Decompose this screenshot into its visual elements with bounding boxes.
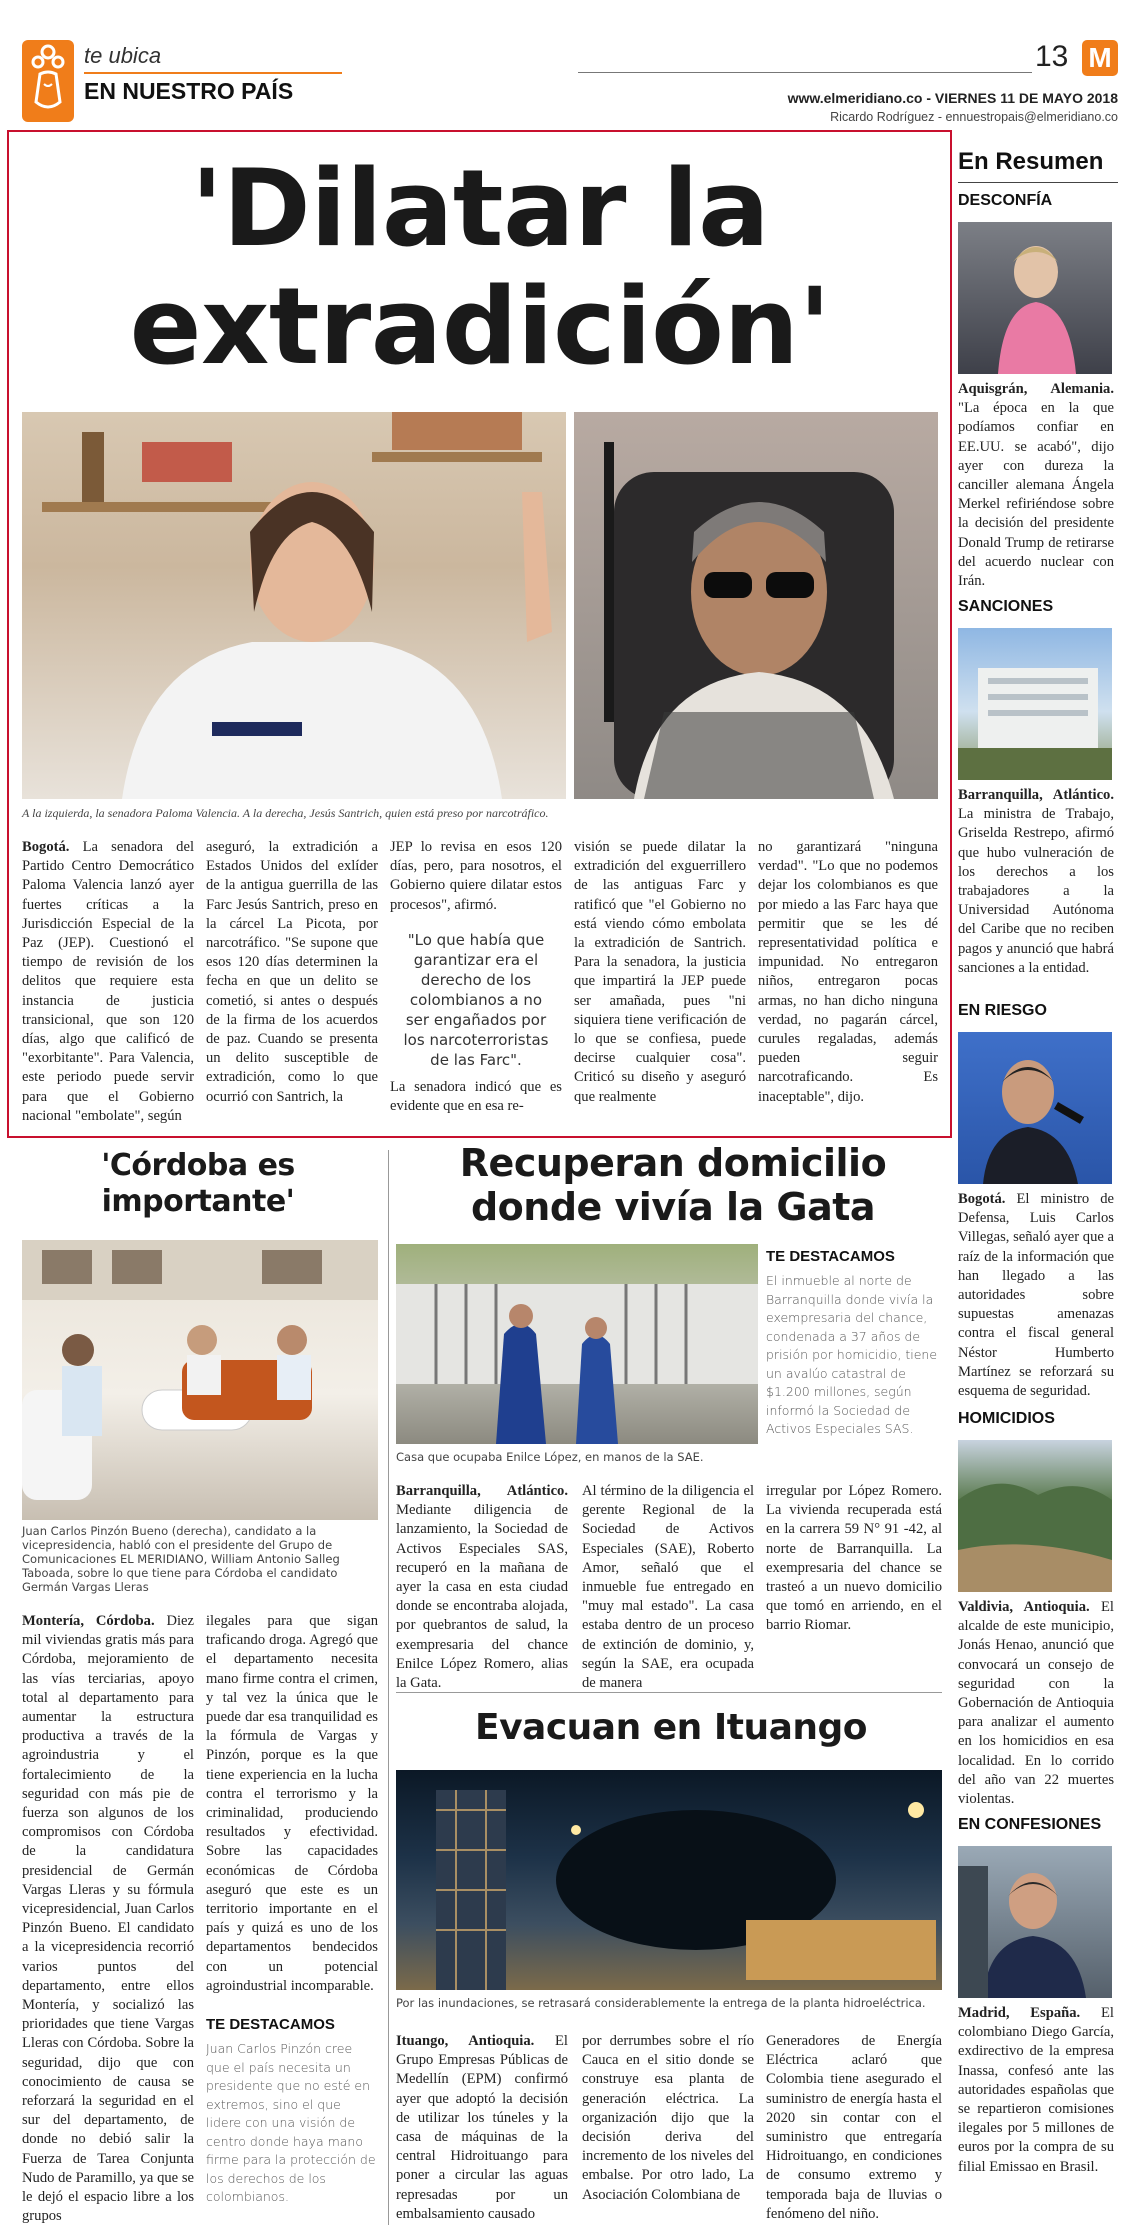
- sidebar-title: En Resumen: [958, 148, 1104, 175]
- date-line: www.elmeridiano.co - VIERNES 11 DE MAYO 2018: [787, 90, 1118, 106]
- main-photo-caption: A la izquierda, la senadora Paloma Valencia. A la derecha, Jesús Santrich, quien está preso por narcotráfico.: [22, 806, 549, 820]
- sidebar-lead-2: Barranquilla, Atlántico.: [958, 787, 1114, 803]
- cordoba-col-1-text: Montería, Córdoba. Diez mil viviendas gratis más para Córdoba, mejoramiento de las vías terciarias, apoyo total al departamento para aumentar la estructura productiva a través de la agroindustria y el fortalecimiento de la seguridad con más pie de fuerza son algunos de los compromisos con Córdoba de la candidatura presidencial de Germán Vargas Lleras y su fórmula vicepresidencial, Juan Carlos Pinzón Bueno. El candidato a la vicepresidencia recorrió varios puntos del departamento, entre ellos Montería, y socializó las prioridades que tiene Vargas Lleras con Córdoba. Sobre la seguridad, dijo que con conocimiento de causa se reforzará la seguridad en el sur del departamento, de donde no debió salir la Fuerza de Tarea Conjunta Nudo de Paramillo, ya que se le dejó el espacio libre a los grupos: [22, 1613, 194, 2225]
- main-col-3-bottom-text: La senadora indicó que es evidente que en esa re-: [390, 1079, 562, 1115]
- ituango-col-3-text: Generadores de Energía Eléctrica aclaró que Colombia tiene asegurado el suministro de energía hasta el 2020 sin contar con el suministro que entregaría Hidroituango, en condiciones de consumo extremo y temporada baja de lluvias o fenómeno del niño.: [766, 2033, 942, 2222]
- sidebar-text-4: [958, 1598, 1114, 1809]
- sidebar-lead-3: Bogotá.: [958, 1191, 1006, 1207]
- sidebar-body-3: El ministro de Defensa, Luis Carlos Villegas, señaló ayer que a raíz de la información que han llegado a las autoridades sobre supuestas amenazas contra el fiscal general Néstor Humberto Martínez se reforzará su esquema de seguridad.: [958, 1191, 1114, 1400]
- sidebar-text-5: [958, 2004, 1114, 2177]
- sidebar-photo-merkel: [958, 222, 1112, 374]
- sidebar-text-1: [958, 380, 1114, 591]
- photo-gata-house: [396, 1244, 758, 1444]
- cordoba-col-2-text: ilegales para que sigan traficando droga. Agregó que el departamento necesita mano firme contra el crimen, y tal vez la única que le puede dar esa tranquilidad es la fórmula de Vargas y Pinzón, porque es la que tiene experiencia en la lucha contra el terrorismo y la criminalidad, produciendo resultados y efectividad. Sobre las capacidades económicas de Córdoba aseguró que este es un territorio importante en el país y quizá es uno de los departamentos bendecidos con un potencial agroindustrial incomparable.: [206, 1613, 378, 1994]
- dateline-lead: Montería, Córdoba.: [22, 1613, 155, 1629]
- dateline-lead: Bogotá.: [22, 839, 70, 855]
- sidebar-text-2: [958, 786, 1114, 978]
- main-col-2-text: aseguró, la extradición a Estados Unidos del exlíder de la antigua guerrilla de las Farc Jesús Santrich, preso en la cárcel La Picota, por narcotráfico. "Se supone que esos 120 días determinen la fecha en que un delito se cometió, si antes o después de la firma de los acuerdos de paz. Cuando se presenta un delito susceptible de extradición, como lo que ocurrió con Santrich, la: [206, 839, 378, 1105]
- main-col-4-text: visión se puede dilatar la extradición del exguerrillero de las antiguas Farc y ratificó que "el Gobierno no está viendo cómo embolata la extradición de Santrich. Para la senadora, la justicia que impartirá la JEP puede ser amañada, pues "ni siquiera tiene verificación de lo que se confiesa, puede decirse cualquier cosa". Criticó su diseño y aseguró que realmente: [574, 839, 746, 1105]
- gata-destacamos-text: El inmueble al norte de Barranquilla donde vivía la exempresaria del chance, condenada a 37 años de prisión por homicidio, tiene un avalúo catastral de $1.200 millones, según informó la Sociedad de Activos Especiales SAS.: [766, 1273, 938, 1436]
- main-col-2: [206, 838, 378, 1134]
- sidebar-text-3: [958, 1190, 1114, 1401]
- ituango-caption: Por las inundaciones, se retrasará considerablemente la entrega de la planta hidroeléctrica.: [396, 1996, 926, 2010]
- pull-quote: "Lo que había que garantizar era el derecho de los colombianos a no ser engañados por los narcoterroristas de las Farc".: [403, 931, 549, 1069]
- gata-destacamos-head: TE DESTACAMOS: [766, 1248, 895, 1265]
- gata-col-2: [582, 1482, 754, 1692]
- logo: M: [1082, 40, 1118, 76]
- sidebar-lead-4: Valdivia, Antioquia.: [958, 1599, 1090, 1615]
- section-underline: [84, 72, 342, 74]
- sidebar-head-1: DESCONFÍA: [958, 192, 1053, 209]
- gata-col-1: [396, 1482, 568, 1692]
- gata-headline-line1: Recuperan domicilio: [459, 1141, 887, 1185]
- cordoba-caption: Juan Carlos Pinzón Bueno (derecha), candidato a la vicepresidencia, habló con el presidente del Grupo de Comunicaciones EL MERIDIANO, William Antonio Salleg Taboada, sobre lo que tiene para Córdoba el candidato Germán Vargas Lleras: [22, 1524, 340, 1594]
- dateline-lead: Barranquilla, Atlántico.: [396, 1483, 568, 1499]
- ituango-col-2-text: por derrumbes sobre el río Cauca en el sitio donde se construye esa planta de generación eléctrica. La organización dijo que la decisión deriva del incremento de los niveles del embalse. Por otro lado, La Asociación Colombiana de: [582, 2033, 754, 2203]
- cordoba-col-1: [22, 1612, 194, 2224]
- gata-col-3: [766, 1482, 942, 1660]
- sidebar-lead-1: Aquisgrán, Alemania.: [958, 381, 1114, 397]
- cordoba-destacamos-text: Juan Carlos Pinzón cree que el país necesita un presidente que no esté en extremos, sino el que lidere con una visión de centro donde haya mano firme para la protección de los derechos de los colombianos.: [206, 2041, 376, 2204]
- sidebar-photo-university: [958, 628, 1112, 780]
- cordoba-headline-line2: importante': [101, 1184, 295, 1219]
- ituango-col-2: [582, 2032, 754, 2225]
- gata-caption: Casa que ocupaba Enilce López, en manos de la SAE.: [396, 1450, 704, 1464]
- sidebar-lead-5: Madrid, España.: [958, 2005, 1081, 2021]
- main-col-5: [758, 838, 938, 1134]
- main-col-4: [574, 838, 746, 1134]
- gata-col-3-text: irregular por López Romero. La vivienda recuperada está en la carrera 59 N° 91 -42, al norte de Barranquilla. La exempresaria del chance se trasteó a un nuevo domicilio que tomó en arriendo, en el barrio Riomar.: [766, 1483, 942, 1634]
- author-line: Ricardo Rodríguez - ennuestropais@elmeridiano.co: [830, 110, 1118, 124]
- main-col-5-text: no garantizará "ninguna verdad". "Lo que no podemos dejar los colombianos es que por miedo a las Farc haya que permitir que se les dé representatividad política e impunidad. No entregaron niños, entregaron pocas armas, no han dicho ninguna verdad, no pagarán cárcel, curules regaladas, además pueden seguir narcotraficando. Es inaceptable", dijo.: [758, 839, 938, 1105]
- sidebar-photo-madrid: [958, 1846, 1112, 1998]
- ituango-col-1: [396, 2032, 568, 2225]
- sidebar-photo-valdivia: [958, 1440, 1112, 1592]
- cordoba-destacamos-head: TE DESTACAMOS: [206, 2016, 335, 2033]
- section-big-title: EN NUESTRO PAÍS: [84, 78, 294, 104]
- divider-cordoba: [388, 1150, 389, 2225]
- cordoba-headline-line1: 'Córdoba es: [101, 1148, 295, 1183]
- photo-paloma-valencia: [22, 412, 566, 799]
- dateline-lead: Ituango, Antioquia.: [396, 2033, 535, 2049]
- gata-col-1-text: Barranquilla, Atlántico. Mediante diligencia de lanzamiento, la Sociedad de Activos Especiales SAS, recuperó en la mañana de ayer la casa en esta ciudad donde se encontraba alojada, por quebrantos de salud, la exempresaria del chance Enilce López Romero, alias la Gata.: [396, 1483, 568, 1692]
- ituango-col-3: [766, 2032, 942, 2225]
- photo-jesus-santrich: [574, 412, 938, 799]
- main-col-3-top-text: JEP lo revisa en esos 120 días, pero, para nosotros, el Gobierno quiere dilatar estos procesos", afirmó.: [390, 839, 562, 913]
- page-number: 13: [1035, 40, 1069, 73]
- sidebar-body-4: El alcalde de este municipio, Jonás Henao, anunció que convocará un consejo de seguridad con la Gobernación de Antioquia para analizar el aumento en los homicidios en esa localidad. En lo corrido del año van 22 muertes violentas.: [958, 1599, 1114, 1808]
- sidebar-body-1: "La época en la que podíamos confiar en EE.UU. se acabó", dijo ayer con dureza la canciller alemana Ángela Merkel refiriéndose sobre la decisión del presidente Donald Trump de retirarse del acuerdo nuclear con Irán.: [958, 400, 1114, 590]
- sidebar-head-2: SANCIONES: [958, 598, 1054, 615]
- main-headline-line2: extradición': [129, 265, 831, 388]
- sidebar-head-5: EN CONFESIONES: [958, 1816, 1102, 1833]
- header-rule: [578, 72, 1032, 73]
- section-small-title: te ubica: [84, 43, 162, 68]
- sidebar-title-rule: [958, 182, 1118, 183]
- sidebar-head-3: EN RIESGO: [958, 1002, 1047, 1019]
- sidebar-head-4: HOMICIDIOS: [958, 1410, 1055, 1427]
- main-col-3-bottom: [390, 1078, 562, 1134]
- cordoba-col-2: [206, 1612, 378, 2008]
- main-headline-line1: 'Dilatar la: [190, 147, 770, 270]
- photo-ituango: [396, 1770, 942, 1990]
- sidebar-body-5: El colombiano Diego García, exdirectivo de la empresa Inassa, confesó ante las autoridades españolas que se repartieron comisiones ilegales por 5 millones de euros por la compra de su filial Emissao en Brasil.: [958, 2005, 1114, 2175]
- gata-col-2-text: Al término de la diligencia el gerente Regional de la Sociedad de Activos Especiales (SAE), Roberto Amor, señaló que el inmueble fue entregado en "muy mal estado". La casa estaba dentro de un proceso de extinción de dominio, y, según la SAE, era ocupada de manera: [582, 1483, 754, 1692]
- ituango-headline: Evacuan en Ituango: [474, 1707, 867, 1748]
- main-col-1: [22, 838, 194, 1134]
- photo-cordoba-interview: [22, 1240, 378, 1520]
- sidebar-photo-villegas: [958, 1032, 1112, 1184]
- main-col-1-text: Bogotá. La senadora del Partido Centro Democrático Paloma Valencia lanzó ayer fuertes críticas a la Jurisdicción Especial de la Paz (JEP). Cuestionó el tiempo de revisión de los delitos que requiere esta instancia de justicia transicional, que son 120 días, algo que calificó de "exorbitante". Para Valencia, este periodo puede servir para que el Gobierno nacional "embolate", según: [22, 839, 194, 1124]
- section-icon: [22, 40, 74, 122]
- sidebar-body-2: La ministra de Trabajo, Griselda Restrepo, afirmó que hubo vulneración de los derechos a los trabajadores a la Universidad Autónoma del Caribe que no reciben pagos y anunció que habrá sanciones a la entidad.: [958, 806, 1114, 976]
- divider-ituango: [396, 1692, 942, 1693]
- ituango-col-1-text: Ituango, Antioquia. El Grupo Empresas Públicas de Medellín (EPM) confirmó ayer que adoptó la decisión de utilizar los túneles y la casa de máquinas de la central Hidroituango para poner a circular las aguas represadas por un embalsamiento causado: [396, 2033, 568, 2222]
- main-col-3-top: [390, 838, 562, 918]
- gata-headline-line2: donde vivía la Gata: [470, 1185, 876, 1229]
